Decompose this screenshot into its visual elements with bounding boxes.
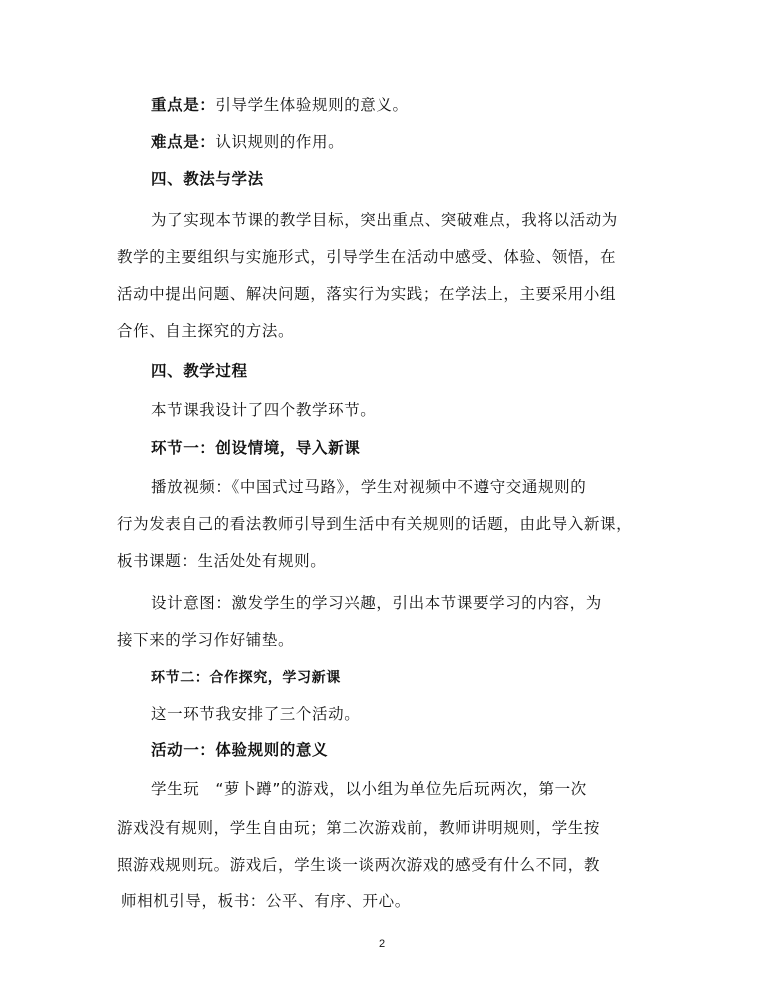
paragraph-line: 照游戏规则玩。游戏后，学生谈一谈两次游戏的感受有什么不同，教 — [117, 856, 601, 874]
paragraph-line: 师相机引导，板书：公平、有序、开心。 — [121, 892, 411, 910]
process-intro: 本节课我设计了四个教学环节。 — [151, 401, 377, 419]
paragraph-line: 板书课题：生活处处有规则。 — [117, 552, 327, 570]
paragraph-line: 活动中提出问题、解决问题，落实行为实践；在学法上，主要采用小组 — [117, 285, 617, 303]
difficulty-label: 难点是： — [151, 133, 216, 151]
focus-label: 重点是： — [151, 96, 216, 114]
difficulty-text: 认识规则的作用。 — [215, 133, 345, 151]
paragraph-line: 播放视频：《中国式过马路》，学生对视频中不遵守交通规则的 — [151, 478, 587, 496]
page-number: 2 — [379, 938, 386, 950]
stage1-heading: 环节一：创设情境，导入新课 — [151, 439, 361, 457]
design-intent-line: 设计意图：激发学生的学习兴趣，引出本节课要学习的内容，为 — [151, 594, 602, 612]
section-methods-heading: 四、教法与学法 — [151, 170, 264, 188]
focus-text: 引导学生体验规则的意义。 — [215, 96, 409, 114]
focus-line — [151, 95, 409, 115]
stage2-intro: 这一环节我安排了三个活动。 — [151, 705, 361, 723]
paragraph-line: 为了实现本节课的教学目标，突出重点、突破难点，我将以活动为 — [151, 211, 618, 229]
activity1-heading: 活动一：体验规则的意义 — [151, 741, 329, 759]
difficulty-line — [151, 132, 344, 152]
design-intent-line: 接下来的学习作好铺垫。 — [117, 631, 295, 649]
paragraph-line: 游戏没有规则，学生自由玩；第二次游戏前，教师讲明规则，学生按 — [117, 819, 601, 837]
paragraph-line: 合作、自主探究的方法。 — [117, 322, 295, 340]
paragraph-line: 行为发表自己的看法教师引导到生活中有关规则的话题，由此导入新课， — [117, 515, 633, 533]
paragraph-line: 学生玩 “萝卜蹲”的游戏，以小组为单位先后玩两次，第一次 — [151, 780, 587, 798]
section-process-heading: 四、教学过程 — [151, 362, 248, 380]
stage2-heading: 环节二：合作探究，学习新课 — [151, 670, 341, 686]
paragraph-line: 教学的主要组织与实施形式，引导学生在活动中感受、体验、领悟，在 — [117, 248, 617, 266]
